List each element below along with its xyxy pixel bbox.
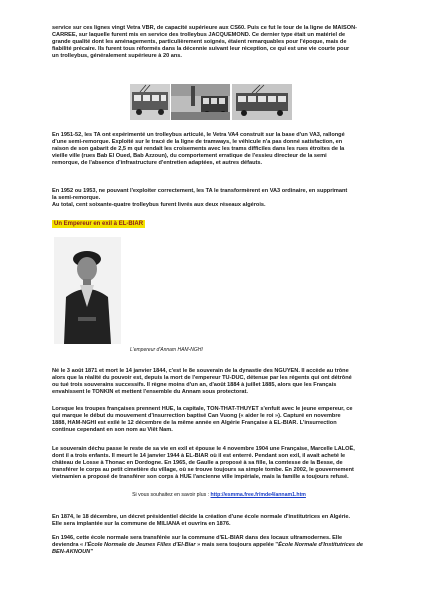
bio-paragraph bbox=[52, 368, 386, 396]
text-line: transférer le corps au petit cimetière du village, où se trouve toujours sa simple tombe. En 2002, le gouvernement bbox=[52, 466, 354, 473]
text-line: Le souverain déchu passe le reste de sa vie en exil et épouse le 4 novembre 1904 une Française, Marcelle LALOË, bbox=[52, 446, 355, 452]
text-line: dont il a trois enfants. Il meurt le 14 janvier 1944 à EL-BIAR où il est enterré. Pendant son exil, il avait acheté le bbox=[52, 452, 346, 459]
text-run: » mais sera toujours appelée " bbox=[195, 541, 279, 548]
text-line: En 1946, cette école normale sera transférée sur la commune d'EL-BIAR dans des locaux ultramodernes. Elle bbox=[52, 535, 343, 541]
text-line: En 1951-52, les TA ont expérimenté un trolleybus articulé, le Vetra VA4 construit sur la base d'un VA3, rallongé bbox=[52, 132, 345, 138]
articulated-paragraph bbox=[52, 132, 386, 167]
text-line: Elle sera implantée sur la commune de MILIANA et ouvrira en 1876. bbox=[52, 520, 231, 527]
text-line: grande qualité dont les aménagements, particulièrement soignés, étaient remarquables pour l'époque, mais de bbox=[52, 38, 347, 45]
text-line: ou tué trois souverains successifs. Il règne moins d'un an, d'août 1884 à juillet 1885, alors que les Français bbox=[52, 381, 337, 388]
text-line: remorque, de l'absence d'infrastructure d'entretien adaptées, et autres défauts. bbox=[52, 159, 263, 166]
text-line: vieille ville (rues Bab El Oued, Bab Azzoun), du comportement erratique de l'essieu directeur de la semi bbox=[52, 152, 327, 159]
trolleybus-photo-1 bbox=[130, 84, 170, 120]
text-line: qui marque le début du mouvement d'insurrection baptisé Can Vuong (« aider le roi »). Capturé en novembre bbox=[52, 412, 341, 419]
school-name-italic: l'École Normale de Jeunes Filles d'El-Biar bbox=[84, 541, 196, 548]
school-alt-name-italic: École Normale d'Institutrices de bbox=[278, 541, 364, 548]
text-line: château de Losse à Thonac en Dordogne. En 1965, de Gaulle a proposé à sa fille, la comtesse de la Besse, de bbox=[52, 459, 343, 466]
text-line: 1888, HAM-NGHI est exilé le 12 décembre de la même année en Algérie Française à EL-BIAR. L'insurrection bbox=[52, 419, 337, 426]
text-line: un trolleybus, généralement supérieure à 20 ans. bbox=[52, 52, 182, 59]
text-line: En 1952 ou 1953, ne pouvant l'exploiter correctement, les TA le transformèrent en VA3 ordinaire, en supprimant bbox=[52, 188, 348, 194]
text-line: fiabilité précaire. Ils furent tous réformés dans la décennie suivant leur réception, ce qui est une vie courte pour bbox=[52, 45, 350, 52]
text-line: alors que la réalité du pouvoir est, depuis la mort de l'empereur TU-DUC, détenue par les régents qui ont détrôné bbox=[52, 374, 352, 381]
text-line: d'une semi-remorque. Exploité sur le tracé de la ligne de tramways, le véhicule n'a pas donné satisfaction, en bbox=[52, 138, 343, 145]
text-line: Au total, cent soixante-quatre trolleybus furent livrés aux deux réseaux algérois. bbox=[52, 201, 266, 208]
text-line: la semi-remorque. bbox=[52, 194, 101, 201]
normal-school-paragraph bbox=[52, 514, 386, 528]
text-line: raison de son gabarit de 2,5 m qui rendait les croisements avec les trams difficiles dans les rues étroites de la bbox=[52, 145, 345, 152]
portrait-caption: L'empereur d'Annam HAM-NGHI bbox=[130, 347, 203, 353]
conversion-paragraph bbox=[52, 188, 386, 209]
text-line: En 1874, le 18 décembre, un décret présidentiel décide la création d'une école normale d'institutrices en Algérie. bbox=[52, 514, 351, 520]
more-info-prefix: Si vous souhaitez en savoir plus : bbox=[132, 492, 211, 498]
text-line: service sur ces lignes vingt Vetra VBR, de capacité supérieure aux CS60. Puis ce fut le tour de la ligne de MAISON- bbox=[52, 25, 357, 31]
exile-paragraph bbox=[52, 406, 386, 434]
section-heading: Un Empereur en exil à EL-BIAR bbox=[54, 221, 144, 227]
trolleybus-photo-3 bbox=[232, 84, 292, 120]
text-line: vietnamien a proposé de transférer son corps à HUE l'ancienne ville impériale, mais la famille a toujours refusé. bbox=[52, 473, 349, 480]
text-line bbox=[52, 542, 386, 549]
text-line: BEN-AKNOUN" bbox=[52, 548, 93, 555]
intro-paragraph bbox=[52, 25, 386, 60]
more-info-line bbox=[52, 492, 386, 499]
text-line: Né le 3 août 1871 et mort le 14 janvier 1844, c'est le 8e souverain de la dynastie des NGUYEN. Il accède au trône bbox=[52, 368, 349, 374]
text-line: Lorsque les troupes françaises prennent HUE, la capitale, TON-THAT-THUYET s'enfuit avec le jeune empereur, ce bbox=[52, 406, 353, 412]
trolleybus-photos bbox=[130, 84, 290, 120]
later-life-paragraph bbox=[52, 446, 386, 481]
text-line: continue cependant en son nom au Viêt Nam. bbox=[52, 426, 173, 433]
transfer-paragraph bbox=[52, 535, 386, 556]
more-info-link[interactable]: http://esmma.free.fr/mde4/annam1.htm bbox=[210, 492, 306, 498]
emperor-portrait bbox=[54, 237, 121, 344]
trolleybus-photo-2 bbox=[171, 84, 230, 120]
text-line: envahissent le TONKIN et mettent l'ensemble du Annam sous protectorat. bbox=[52, 388, 248, 395]
text-line: CARREE, sur laquelle furent mis en service des trolleybus JACQUEMOND. Ce dernier type était un matériel de bbox=[52, 31, 346, 38]
text-run: deviendra « bbox=[52, 541, 85, 548]
